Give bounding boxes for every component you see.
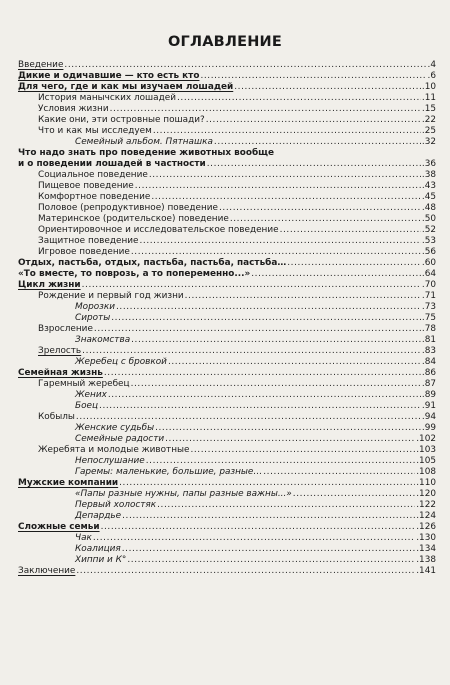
toc-entry	[18, 324, 436, 335]
toc-entry-page: .108	[416, 467, 436, 477]
toc-entry-title: Семейная жизнь	[18, 368, 103, 378]
toc-entry-page: .89	[421, 390, 436, 400]
toc-entry-title: Хиппи и К°	[75, 555, 127, 565]
toc-entry-page: .99	[421, 423, 436, 433]
toc-dot-leader	[122, 544, 415, 555]
toc-entry	[18, 71, 436, 82]
toc-entry	[18, 258, 436, 269]
toc-entry-title: Цикл жизни	[18, 280, 81, 290]
toc-entry-page: .120	[416, 489, 436, 499]
toc-entry	[18, 60, 436, 71]
toc-entry	[18, 555, 436, 566]
toc-entry	[18, 401, 436, 412]
toc-dot-leader	[131, 335, 421, 346]
toc-entry-title: Семейный альбом. Пятнашка	[75, 137, 213, 147]
toc-entry-page: .84	[421, 357, 436, 367]
toc-dot-leader	[200, 71, 426, 82]
toc-dot-leader	[207, 159, 421, 170]
toc-dot-leader	[101, 522, 416, 533]
toc-entry-title: Непослушание	[75, 456, 145, 466]
toc-entry-title: Заключение	[18, 566, 76, 576]
toc-entry	[18, 137, 436, 148]
toc-dot-leader	[168, 357, 421, 368]
toc-dot-leader	[104, 368, 421, 379]
toc-dot-leader	[93, 533, 415, 544]
toc-entry-page: .126	[416, 522, 436, 532]
toc-entry-page: .11	[421, 93, 436, 103]
toc-entry-title: Сироты	[75, 313, 111, 323]
toc-dot-leader	[135, 181, 421, 192]
toc-dot-leader	[177, 93, 421, 104]
toc-dot-leader	[263, 467, 415, 478]
toc-entry-title: Жених	[75, 390, 107, 400]
toc-dot-leader	[122, 511, 415, 522]
toc-entry-title: Женские судьбы	[75, 423, 155, 433]
toc-entry	[18, 203, 436, 214]
toc-entry-title: Жеребята и молодые животные	[38, 445, 190, 455]
toc-entry	[18, 533, 436, 544]
toc-dot-leader	[287, 258, 421, 269]
toc-dot-leader	[190, 445, 415, 456]
toc-entry-title: Половое (репродуктивное) поведение	[38, 203, 219, 213]
toc-entry-title: Ориентировочное и исследовательское поведение	[38, 225, 279, 235]
toc-entry	[18, 170, 436, 181]
toc-entry	[18, 489, 436, 500]
toc-entry-title: Рождение и первый год жизни	[38, 291, 184, 301]
toc-entry	[18, 335, 436, 346]
toc-entry	[18, 214, 436, 225]
toc-dot-leader	[140, 236, 421, 247]
toc-dot-leader	[82, 280, 421, 291]
toc-entry-page: .83	[421, 346, 436, 356]
toc-entry	[18, 522, 436, 533]
toc-entry-title: Дикие и одичавшие — кто есть кто	[18, 71, 200, 81]
toc-entry-page: .38	[421, 170, 436, 180]
toc-dot-leader	[149, 170, 421, 181]
toc-entry	[18, 82, 436, 93]
toc-entry-title: Игровое поведение	[38, 247, 130, 257]
toc-entry	[18, 445, 436, 456]
toc-entry-page: .71	[421, 291, 436, 301]
toc-entry-title: Какие они, эти островные пошади?	[38, 115, 205, 125]
toc-entry-title: Комфортное поведение	[38, 192, 151, 202]
toc-dot-leader	[82, 346, 421, 357]
toc-entry	[18, 225, 436, 236]
toc-entry-title: Защитное поведение	[38, 236, 139, 246]
toc-entry-page: .122	[416, 500, 436, 510]
toc-entry-page: .124	[416, 511, 436, 521]
toc-entry-page: .78	[421, 324, 436, 334]
toc-dot-leader	[116, 302, 421, 313]
toc-entry-page: .32	[421, 137, 436, 147]
toc-entry	[18, 467, 436, 478]
toc-entry	[18, 247, 436, 258]
toc-entry-title: «Папы разные нужны, папы разные важны...»	[75, 489, 292, 499]
toc-entry-title: Первый холостяк	[75, 500, 157, 510]
toc-entry	[18, 412, 436, 423]
toc-dot-leader	[131, 247, 421, 258]
toc-entry-title: и о поведении лошадей в частности	[18, 159, 206, 169]
toc-entry	[18, 456, 436, 467]
toc-entry	[18, 379, 436, 390]
toc-dot-leader	[280, 225, 421, 236]
toc-entry	[18, 368, 436, 379]
toc-entry-title: Пищевое поведение	[38, 181, 134, 191]
toc-entry	[18, 423, 436, 434]
toc-entry-page: .60	[421, 258, 436, 268]
toc-dot-leader	[206, 115, 421, 126]
toc-entry	[18, 181, 436, 192]
toc-entry	[18, 434, 436, 445]
toc-entry-title: Гаремы: маленькие, большие, разные…	[75, 467, 263, 477]
toc-entry	[18, 346, 436, 357]
toc-entry-title: Жеребец с бровкой	[75, 357, 167, 367]
toc-entry-title: Чак	[75, 533, 92, 543]
toc-entry-page: .48	[421, 203, 436, 213]
toc-entry	[18, 390, 436, 401]
toc-dot-leader	[157, 500, 415, 511]
toc-entry-page: .6	[427, 71, 436, 81]
toc-entry-title: Сложные семьи	[18, 522, 100, 532]
toc-entry-title: «То вместе, то поврозь, а то попеременно...»	[18, 269, 251, 279]
toc-entry-page: .10	[421, 82, 436, 92]
toc-entry-page: .56	[421, 247, 436, 257]
toc-entry-title: Социальное поведение	[38, 170, 148, 180]
toc-entry-title: Что надо знать про поведение животных вообще	[18, 148, 275, 158]
toc-entry	[18, 291, 436, 302]
toc-entry-title: Зрелость	[38, 346, 82, 356]
toc-entry-page: .22	[421, 115, 436, 125]
toc-entry-page: .105	[416, 456, 436, 466]
toc-entry-title: Для чего, где и как мы изучаем лошадей	[18, 82, 234, 92]
toc-entry	[18, 192, 436, 203]
toc-dot-leader	[185, 291, 421, 302]
toc-entry-page: .86	[421, 368, 436, 378]
toc-entry	[18, 126, 436, 137]
toc-entry-page: .130	[416, 533, 436, 543]
toc-dot-leader	[153, 126, 421, 137]
toc-entry-title: Кобылы	[38, 412, 75, 422]
toc-dot-leader	[119, 478, 415, 489]
toc-dot-leader	[234, 82, 421, 93]
toc-entry-page: .134	[416, 544, 436, 554]
toc-entry-page: .15	[421, 104, 436, 114]
toc-entry-title: Боец	[75, 401, 99, 411]
toc-entry-page: .102	[416, 434, 436, 444]
toc-dot-leader	[111, 313, 421, 324]
toc-entry-page: .53	[421, 236, 436, 246]
toc-dot-leader	[165, 434, 415, 445]
toc-entry-page: .50	[421, 214, 436, 224]
toc-entry	[18, 357, 436, 368]
toc-dot-leader	[76, 566, 415, 577]
toc-entry-page: .94	[421, 412, 436, 422]
toc-entry	[18, 280, 436, 291]
toc-entry-page: .25	[421, 126, 436, 136]
toc-dot-leader	[127, 555, 415, 566]
toc-entry-title: Отдых, пастьба, отдых, пастьба, пастьба, пастьба…	[18, 258, 287, 268]
toc-dot-leader	[146, 456, 415, 467]
toc-entry	[18, 159, 436, 170]
toc-entry	[18, 478, 436, 489]
toc-entry-page: .141	[416, 566, 436, 576]
toc-dot-leader	[99, 401, 421, 412]
toc-entry-page: .138	[416, 555, 436, 565]
toc-entry	[18, 236, 436, 247]
toc-entry-page: .81	[421, 335, 436, 345]
toc-entry	[18, 500, 436, 511]
toc-entry-page: .91	[421, 401, 436, 411]
toc-entry-title: Семейные радости	[75, 434, 165, 444]
toc-entry	[18, 269, 436, 280]
toc-entry	[18, 93, 436, 104]
toc-entry-title: Условия жизни	[38, 104, 109, 114]
toc-entry-title: Депардье	[75, 511, 122, 521]
page-title: ОГЛАВЛЕНИЕ	[167, 34, 282, 50]
toc-entry-page: .36	[421, 159, 436, 169]
toc-dot-leader	[219, 203, 421, 214]
toc-entry-title: Мужские компании	[18, 478, 119, 488]
toc-entry-title: Знакомства	[75, 335, 131, 345]
toc-entry	[18, 544, 436, 555]
toc-dot-leader	[151, 192, 421, 203]
toc-entry-page: .45	[421, 192, 436, 202]
toc-dot-leader	[214, 137, 421, 148]
toc-entry-title: Что и как мы исследуем	[38, 126, 152, 136]
toc-entry-page: .87	[421, 379, 436, 389]
toc-entry-page: .110	[416, 478, 436, 488]
toc-entry-title: История манычских лошадей	[38, 93, 176, 103]
toc-entry	[18, 566, 436, 577]
toc-entry	[18, 115, 436, 126]
toc-entry-page: .75	[421, 313, 436, 323]
toc-entry-title: Морозки	[75, 302, 115, 312]
toc-entry	[18, 302, 436, 313]
toc-dot-leader	[293, 489, 415, 500]
toc-entry-title: Гаремный жеребец	[38, 379, 130, 389]
toc-entry-page: .43	[421, 181, 436, 191]
toc-dot-leader	[251, 269, 421, 280]
toc-entry	[18, 104, 436, 115]
toc-entry	[18, 511, 436, 522]
toc-entry-title: Коалиция	[75, 544, 121, 554]
toc-dot-leader	[155, 423, 421, 434]
table-of-contents	[18, 60, 436, 577]
toc-entry-title: Введение	[18, 60, 64, 70]
toc-dot-leader	[108, 390, 421, 401]
toc-entry-page: .4	[427, 60, 436, 70]
toc-entry-page: .73	[421, 302, 436, 312]
toc-entry-title: Взросление	[38, 324, 93, 334]
toc-entry-page: .70	[421, 280, 436, 290]
toc-entry	[18, 313, 436, 324]
toc-dot-leader	[76, 412, 421, 423]
toc-dot-leader	[94, 324, 421, 335]
toc-dot-leader	[110, 104, 421, 115]
toc-dot-leader	[131, 379, 421, 390]
toc-entry-page: .103	[416, 445, 436, 455]
toc-entry	[18, 148, 436, 159]
toc-dot-leader	[64, 60, 426, 71]
toc-dot-leader	[230, 214, 421, 225]
toc-entry-page: .64	[421, 269, 436, 279]
toc-entry-page: .52	[421, 225, 436, 235]
toc-entry-title: Материнское (родительское) поведение	[38, 214, 229, 224]
